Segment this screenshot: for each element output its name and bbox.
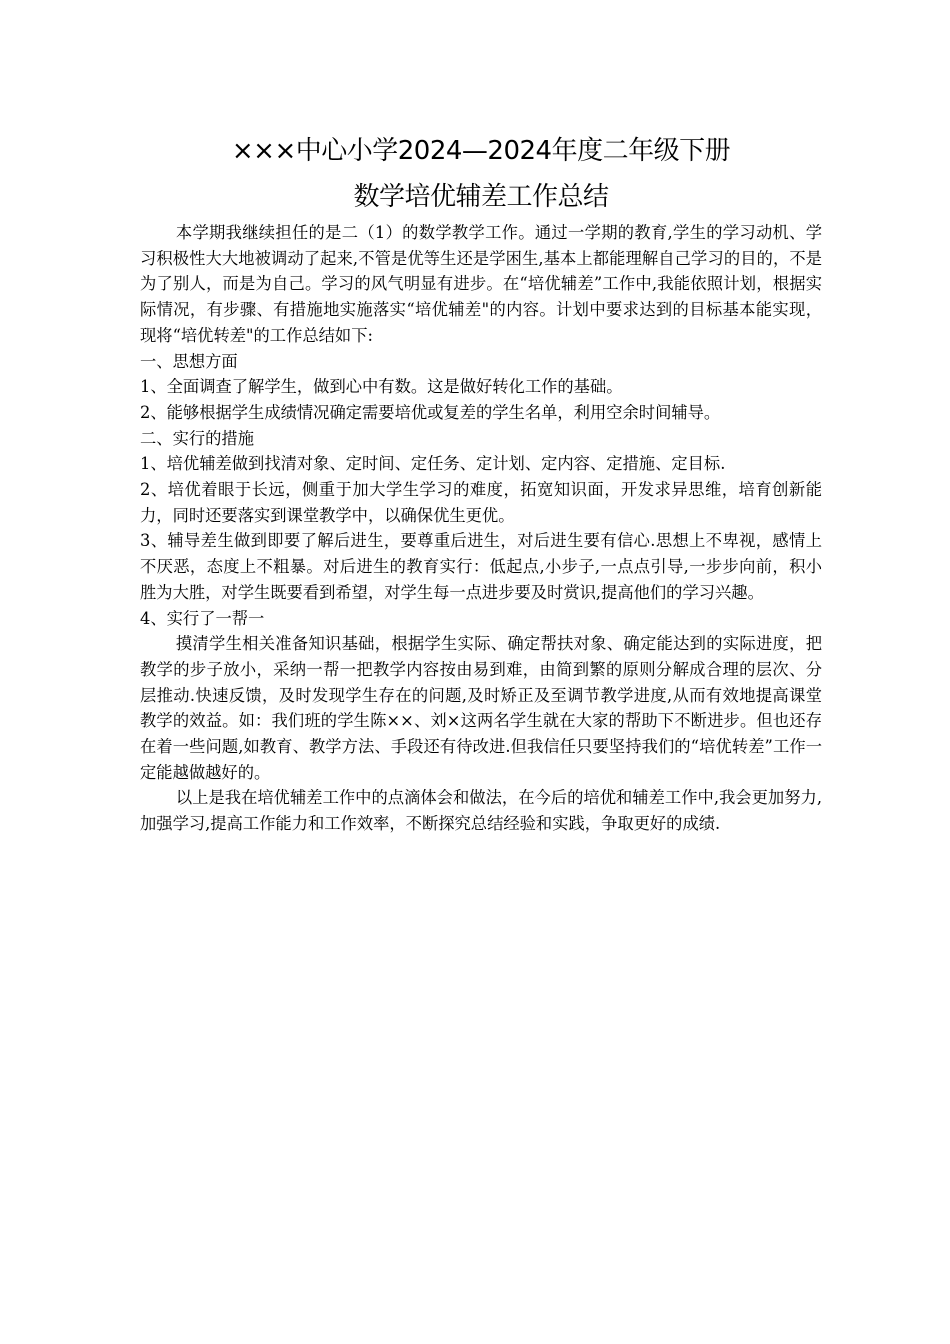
document-title [140, 128, 822, 220]
thought-item-1: 1、全面调查了解学生，做到心中有数。这是做好转化工作的基础。 [140, 377, 623, 397]
measures-item-3: 3、辅导差生做到即要了解后进生，要尊重后进生，对后进生要有信心.思想上不卑视，感情上不厌恶，态度上不粗暴。对后进生的教育实行：低起点,小步子,一点点引导,一步步向前，积小胜为大胜，对学生既要看到希望，对学生每一点进步要及时赏识,提高他们的学习兴趣。 [140, 531, 822, 602]
document-body [140, 220, 822, 837]
document-page [140, 128, 822, 837]
title-line-2: 数学培优辅差工作总结 [353, 182, 609, 212]
measures-item-4-body: 摸清学生相关准备知识基础，根据学生实际、确定帮扶对象、确定能达到的实际进度，把教学的步子放小，采纳一帮一把教学内容按由易到难，由简到繁的原则分解成合理的层次、分层推动.快速反馈，及时发现学生存在的问题,及时矫正及至调节教学进度,从而有效地提高课堂教学的效益。如：我们班的学生陈××、刘×这两名学生就在大家的帮助下不断进步。但也还存在着一些问题,如教育、教学方法、手段还有待改进.但我信任只要坚持我们的“培优转差”工作一定能越做越好的。 [140, 634, 822, 782]
section-heading-measures: 二、实行的措施 [140, 428, 254, 448]
intro-paragraph: 本学期我继续担任的是二（1）的数学教学工作。通过一学期的教育,学生的学习动机、学习积极性大大地被调动了起来,不管是优等生还是学困生,基本上都能理解自己学习的目的，不是为了别人，而是为自己。学习的风气明显有进步。在“培优辅差”工作中,我能依照计划，根据实际情况，有步骤、有措施地实施落实“培优辅差"的内容。计划中要求达到的目标基本能实现，现将“培优转差"的工作总结如下: [140, 223, 822, 345]
thought-item-2: 2、能够根据学生成绩情况确定需要培优或复差的学生名单，利用空余时间辅导。 [140, 402, 721, 422]
conclusion-paragraph: 以上是我在培优辅差工作中的点滴体会和做法，在今后的培优和辅差工作中,我会更加努力,加强学习,提高工作能力和工作效率，不断探究总结经验和实践，争取更好的成绩. [140, 788, 822, 834]
title-line-1: ×××中心小学2024—2024年度二年级下册 [231, 136, 731, 166]
measures-item-1: 1、培优辅差做到找清对象、定时间、定任务、定计划、定内容、定措施、定目标. [140, 454, 726, 474]
measures-item-2: 2、培优着眼于长远，侧重于加大学生学习的难度，拓宽知识面，开发求异思维，培育创新能力，同时还要落实到课堂教学中，以确保优生更优。 [140, 480, 822, 525]
measures-item-4: 4、实行了一帮一 [140, 608, 265, 628]
section-heading-thought: 一、思想方面 [140, 351, 238, 371]
